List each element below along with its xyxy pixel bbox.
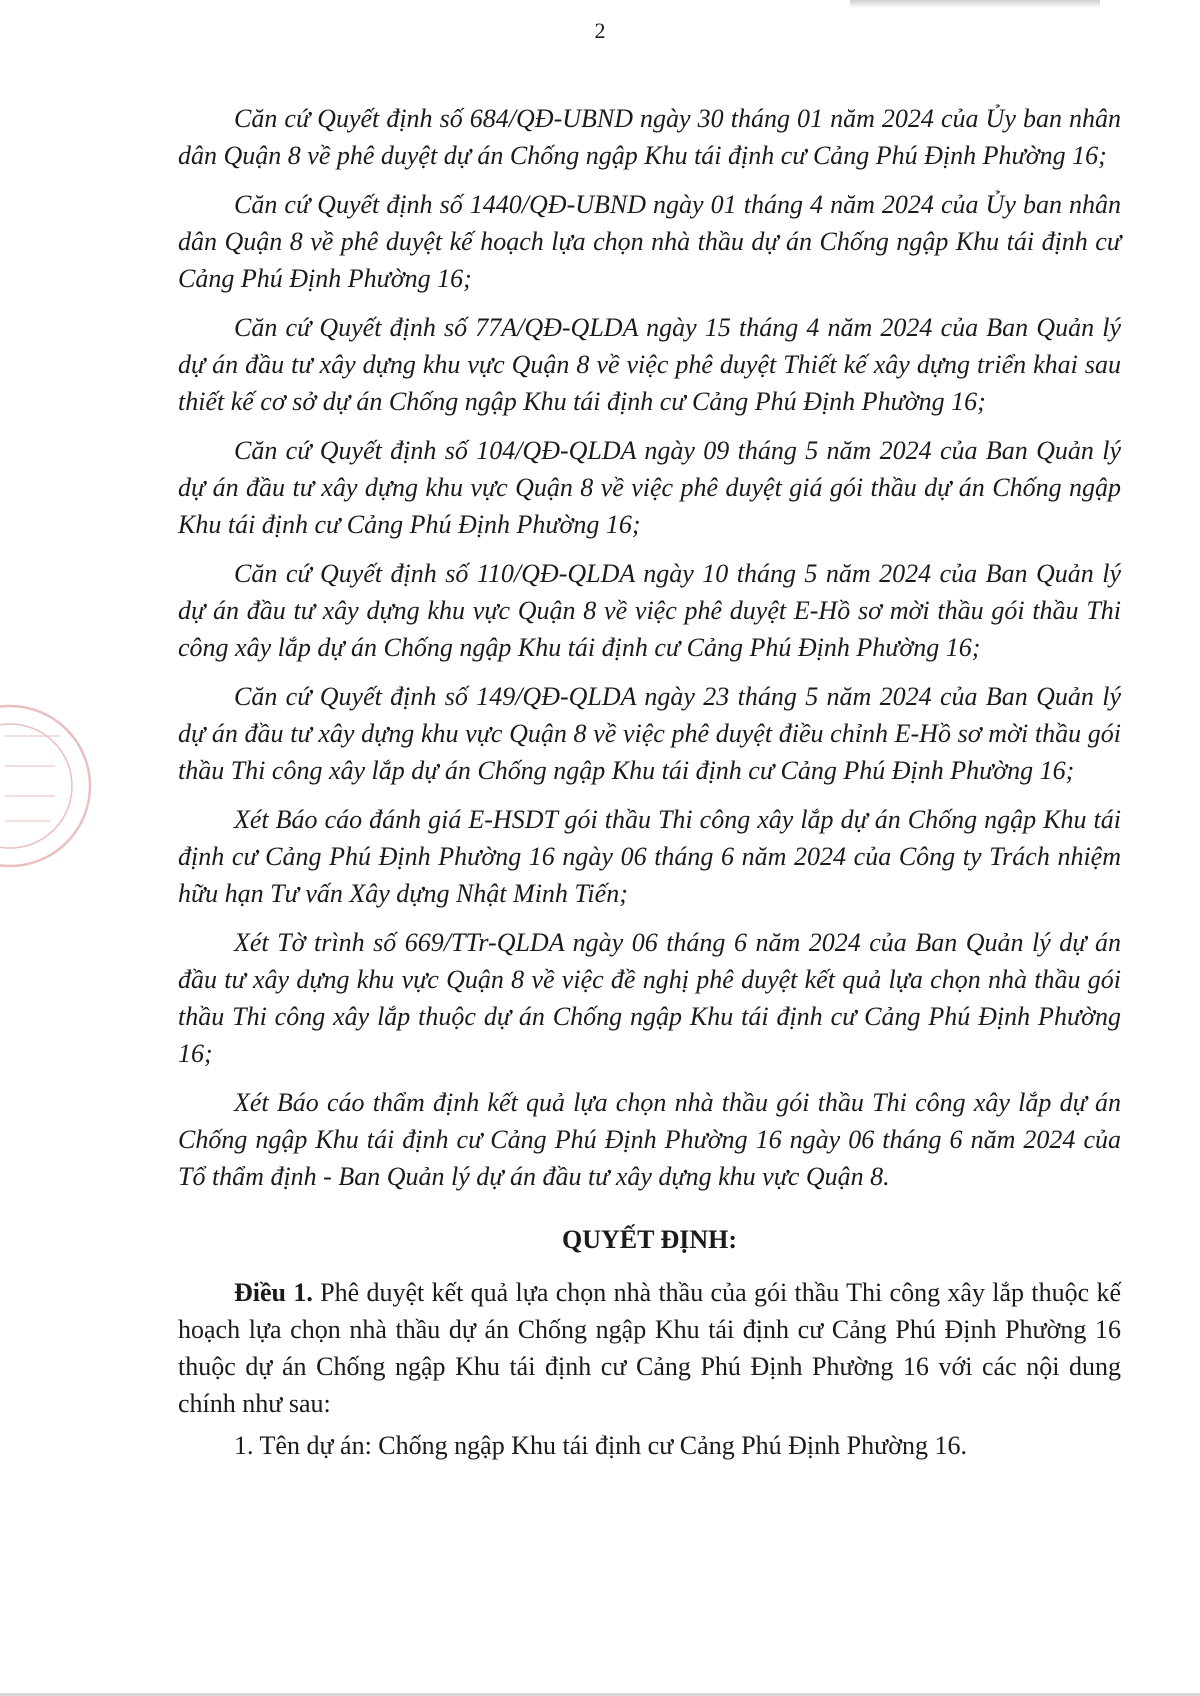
consideration-paragraph: Căn cứ Quyết định số 110/QĐ-QLDA ngày 10 tháng 5 năm 2024 của Ban Quản lý dự án đầu tư xây dựng khu vực Quận 8 về việc phê duyệt E-Hồ sơ mời thầu gói thầu Thi công xây lắp dự án Chống ngập Khu tái định cư Cảng Phú Định Phường 16; xyxy=(178,559,1121,662)
article-1-label: Điều 1. xyxy=(234,1278,313,1307)
consideration-paragraph: Xét Tờ trình số 669/TTr-QLDA ngày 06 tháng 6 năm 2024 của Ban Quản lý dự án đầu tư xây dựng khu vực Quận 8 về việc đề nghị phê duyệt kết quả lựa chọn nhà thầu gói thầu Thi công xây lắp thuộc dự án Chống ngập Khu tái định cư Cảng Phú Định Phường 16; xyxy=(178,928,1121,1068)
consideration-paragraph: Căn cứ Quyết định số 1440/QĐ-UBND ngày 01 tháng 4 năm 2024 của Ủy ban nhân dân Quận 8 về phê duyệt kế hoạch lựa chọn nhà thầu dự án Chống ngập Khu tái định cư Cảng Phú Định Phường 16; xyxy=(178,190,1121,293)
decision-heading: QUYẾT ĐỊNH: xyxy=(561,1225,738,1254)
article-1 xyxy=(178,1274,1121,1422)
article-1-item-1: 1. Tên dự án: Chống ngập Khu tái định cư Cảng Phú Định Phường 16. xyxy=(234,1431,967,1460)
article-1-text: Phê duyệt kết quả lựa chọn nhà thầu của gói thầu Thi công xây lắp thuộc kế hoạch lựa chọn nhà thầu dự án Chống ngập Khu tái định cư Cảng Phú Định Phường 16 thuộc dự án Chống ngập Khu tái định cư Cảng Phú Định Phường 16 với các nội dung chính như sau: xyxy=(178,1278,1121,1418)
document-body xyxy=(178,100,1121,1464)
consideration-paragraph: Xét Báo cáo đánh giá E-HSDT gói thầu Thi công xây lắp dự án Chống ngập Khu tái định cư Cảng Phú Định Phường 16 ngày 06 tháng 6 năm 2024 của Công ty Trách nhiệm hữu hạn Tư vấn Xây dựng Nhật Minh Tiến; xyxy=(178,805,1121,908)
scan-artifact xyxy=(850,0,1100,8)
consideration-paragraph: Căn cứ Quyết định số 684/QĐ-UBND ngày 30 tháng 01 năm 2024 của Ủy ban nhân dân Quận 8 về phê duyệt dự án Chống ngập Khu tái định cư Cảng Phú Định Phường 16; xyxy=(178,104,1121,170)
page-number: 2 xyxy=(594,18,606,43)
consideration-paragraph: Căn cứ Quyết định số 149/QĐ-QLDA ngày 23 tháng 5 năm 2024 của Ban Quản lý dự án đầu tư xây dựng khu vực Quận 8 về việc phê duyệt điều chỉnh E-Hồ sơ mời thầu gói thầu Thi công xây lắp dự án Chống ngập Khu tái định cư Cảng Phú Định Phường 16; xyxy=(178,682,1121,785)
consideration-paragraph: Căn cứ Quyết định số 77A/QĐ-QLDA ngày 15 tháng 4 năm 2024 của Ban Quản lý dự án đầu tư xây dựng khu vực Quận 8 về việc phê duyệt Thiết kế xây dựng triển khai sau thiết kế cơ sở dự án Chống ngập Khu tái định cư Cảng Phú Định Phường 16; xyxy=(178,313,1121,416)
consideration-paragraph: Căn cứ Quyết định số 104/QĐ-QLDA ngày 09 tháng 5 năm 2024 của Ban Quản lý dự án đầu tư xây dựng khu vực Quận 8 về việc phê duyệt giá gói thầu dự án Chống ngập Khu tái định cư Cảng Phú Định Phường 16; xyxy=(178,436,1121,539)
consideration-paragraph: Xét Báo cáo thẩm định kết quả lựa chọn nhà thầu gói thầu Thi công xây lắp dự án Chống ngập Khu tái định cư Cảng Phú Định Phường 16 ngày 06 tháng 6 năm 2024 của Tổ thẩm định - Ban Quản lý dự án đầu tư xây dựng khu vực Quận 8. xyxy=(178,1088,1121,1191)
red-seal-stamp xyxy=(0,696,100,876)
